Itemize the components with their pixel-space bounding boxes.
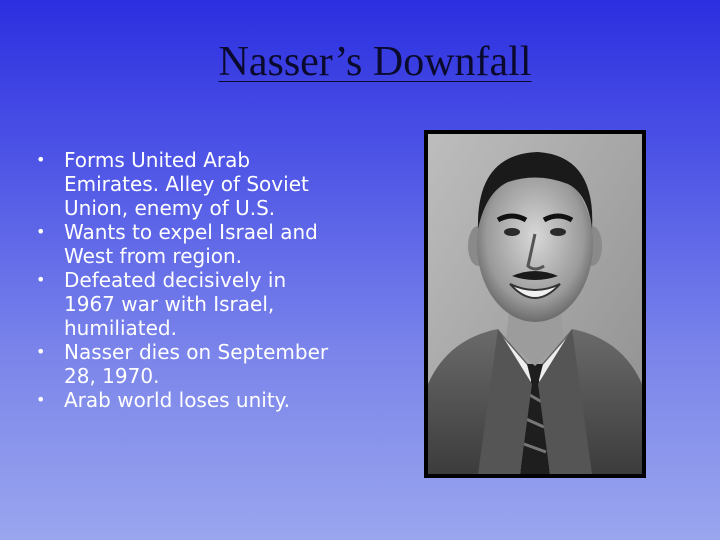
bullet-glyph: • xyxy=(36,390,46,409)
bullet-glyph: • xyxy=(36,150,46,169)
bullet-item xyxy=(36,388,336,412)
bullet-text: Arab world loses unity. xyxy=(64,388,291,412)
slide-title: Nasser’s Downfall xyxy=(218,39,532,85)
bullet-text: Nasser dies on September 28, 1970. xyxy=(64,340,329,388)
bullet-item xyxy=(36,268,336,340)
bullet-item xyxy=(36,148,336,220)
bullet-item xyxy=(36,220,336,268)
bullet-glyph: • xyxy=(36,222,46,241)
bullet-text: Defeated decisively in 1967 war with Israel, humiliated. xyxy=(64,268,287,340)
portrait-photo xyxy=(428,134,642,474)
portrait-illustration xyxy=(428,134,642,474)
bullet-glyph: • xyxy=(36,270,46,289)
bullet-glyph: • xyxy=(36,342,46,361)
portrait-frame xyxy=(424,130,646,478)
bullet-item xyxy=(36,340,336,388)
bullet-text: Wants to expel Israel and West from region. xyxy=(64,220,318,268)
bullet-list xyxy=(36,148,336,412)
bullet-text: Forms United Arab Emirates. Alley of Soviet Union, enemy of U.S. xyxy=(64,148,309,220)
